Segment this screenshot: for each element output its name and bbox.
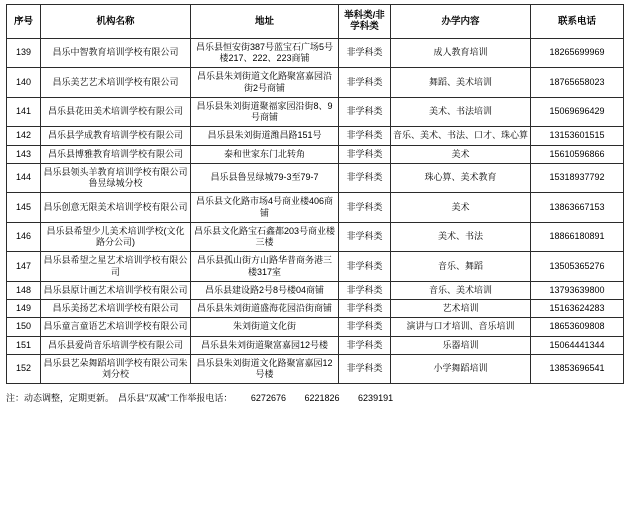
cell-organization-name: 昌乐县艺朵舞蹈培训学校有限公司朱刘分校: [41, 354, 191, 384]
cell-address: 昌乐县朱刘街道潍昌路151号: [191, 127, 339, 145]
cell-subject-type: 非学科类: [339, 336, 391, 354]
cell-organization-name: 昌乐县原计画艺术培训学校有限公司: [41, 281, 191, 299]
cell-subject-type: 非学科类: [339, 97, 391, 127]
table-row: [7, 336, 624, 354]
column-header-type-line1: 举科类/非: [344, 10, 385, 21]
table-header-row: [7, 5, 624, 39]
table-row: [7, 300, 624, 318]
footer-hotline-phone-1: 6272676: [250, 393, 286, 404]
cell-address: 昌乐县文化路宝石鑫都203号商业楼三楼: [191, 222, 339, 252]
cell-organization-name: 昌乐县爱尚音乐培训学校有限公司: [41, 336, 191, 354]
cell-row-number: 141: [7, 97, 41, 127]
cell-address: 昌乐县文化路市场4号商业楼406商铺: [191, 193, 339, 223]
cell-subject-type: 非学科类: [339, 127, 391, 145]
cell-organization-name: 昌乐县博雅教育培训学校有限公司: [41, 145, 191, 163]
cell-row-number: 145: [7, 193, 41, 223]
cell-contact-phone: 13793639800: [531, 281, 624, 299]
cell-contact-phone: 15163624283: [531, 300, 624, 318]
cell-row-number: 150: [7, 318, 41, 336]
cell-teaching-content: 小学舞蹈培训: [391, 354, 531, 384]
table-row: [7, 127, 624, 145]
cell-teaching-content: 成人教育培训: [391, 38, 531, 68]
column-header-address: 地址: [191, 5, 339, 39]
cell-organization-name: 昌乐童言童语艺术培训学校有限公司: [41, 318, 191, 336]
cell-contact-phone: 18653609808: [531, 318, 624, 336]
cell-address: 昌乐县朱刘街道盛海花园沿街商铺: [191, 300, 339, 318]
cell-teaching-content: 乐器培训: [391, 336, 531, 354]
cell-address: 泰和世家东门北转角: [191, 145, 339, 163]
cell-address: 昌乐县朱刘街道文化路聚富嘉园12号楼: [191, 354, 339, 384]
column-header-type-line2: 学科类: [350, 21, 379, 33]
cell-subject-type: 非学科类: [339, 318, 391, 336]
table-row: [7, 222, 624, 252]
cell-row-number: 149: [7, 300, 41, 318]
table-row: [7, 252, 624, 282]
cell-contact-phone: 18765658023: [531, 68, 624, 98]
cell-address: 昌乐县建设路2号8号楼04商铺: [191, 281, 339, 299]
cell-organization-name: 昌乐县学成教育培训学校有限公司: [41, 127, 191, 145]
table-row: [7, 193, 624, 223]
cell-subject-type: 非学科类: [339, 38, 391, 68]
cell-teaching-content: 美术、书法培训: [391, 97, 531, 127]
cell-contact-phone: 18265699969: [531, 38, 624, 68]
table-row: [7, 38, 624, 68]
cell-row-number: 142: [7, 127, 41, 145]
cell-address: 朱刘街道文化街: [191, 318, 339, 336]
table-row: [7, 145, 624, 163]
footer-hotline: [118, 391, 393, 404]
cell-row-number: 139: [7, 38, 41, 68]
cell-address: 昌乐县朱刘街道文化路聚富嘉园沿街2号商铺: [191, 68, 339, 98]
table-row: [7, 318, 624, 336]
cell-row-number: 152: [7, 354, 41, 384]
cell-organization-name: 昌乐美扬艺术培训学校有限公司: [41, 300, 191, 318]
cell-row-number: 144: [7, 163, 41, 193]
cell-address: 昌乐县恒安街387号蓝宝石广场5号楼217、222、223商铺: [191, 38, 339, 68]
column-header-phone: 联系电话: [531, 5, 624, 39]
table-row: [7, 281, 624, 299]
cell-teaching-content: 美术、书法: [391, 222, 531, 252]
cell-contact-phone: 15318937792: [531, 163, 624, 193]
column-header-content: 办学内容: [391, 5, 531, 39]
cell-teaching-content: 舞蹈、美术培训: [391, 68, 531, 98]
cell-organization-name: 昌乐县希望之星艺术培训学校有限公司: [41, 252, 191, 282]
cell-row-number: 143: [7, 145, 41, 163]
cell-organization-name: 昌乐县领头羊教育培训学校有限公司鲁昱绿城分校: [41, 163, 191, 193]
cell-subject-type: 非学科类: [339, 300, 391, 318]
cell-subject-type: 非学科类: [339, 354, 391, 384]
table-row: [7, 163, 624, 193]
cell-subject-type: 非学科类: [339, 193, 391, 223]
table-body: [7, 38, 624, 384]
cell-row-number: 146: [7, 222, 41, 252]
cell-organization-name: 昌乐县花田美术培训学校有限公司: [41, 97, 191, 127]
cell-organization-name: 昌乐美艺艺术培训学校有限公司: [41, 68, 191, 98]
cell-teaching-content: 美术: [391, 193, 531, 223]
cell-contact-phone: 18866180891: [531, 222, 624, 252]
column-header-type: [339, 5, 391, 39]
cell-subject-type: 非学科类: [339, 281, 391, 299]
cell-subject-type: 非学科类: [339, 145, 391, 163]
footer-hotline-phone-2: 6221826: [304, 393, 340, 404]
table-row: [7, 97, 624, 127]
cell-contact-phone: 15069696429: [531, 97, 624, 127]
cell-contact-phone: 13853696541: [531, 354, 624, 384]
table-row: [7, 68, 624, 98]
table-row: [7, 354, 624, 384]
cell-teaching-content: 珠心算、美术教育: [391, 163, 531, 193]
footer: [6, 391, 623, 404]
cell-address: 昌乐县孤山街方山路华普商务港三楼317室: [191, 252, 339, 282]
footer-hotline-phone-3: 6239191: [358, 393, 394, 404]
cell-row-number: 140: [7, 68, 41, 98]
cell-organization-name: 昌乐中智教育培训学校有限公司: [41, 38, 191, 68]
cell-subject-type: 非学科类: [339, 163, 391, 193]
table-header: [7, 5, 624, 39]
cell-contact-phone: 13153601515: [531, 127, 624, 145]
cell-contact-phone: 15610596866: [531, 145, 624, 163]
cell-address: 昌乐县朱刘街道聚富嘉园12号楼: [191, 336, 339, 354]
cell-row-number: 151: [7, 336, 41, 354]
cell-address: 昌乐县朱刘街道聚福家园沿街8、9号商铺: [191, 97, 339, 127]
cell-teaching-content: 音乐、舞蹈: [391, 252, 531, 282]
column-header-no: 序号: [7, 5, 41, 39]
footer-note: 注：动态调整，定期更新。: [6, 393, 115, 404]
cell-subject-type: 非学科类: [339, 222, 391, 252]
cell-contact-phone: 13505365276: [531, 252, 624, 282]
cell-address: 昌乐县鲁昱绿城79-3至79-7: [191, 163, 339, 193]
footer-hotline-label: 昌乐县"双减"工作举报电话：: [118, 393, 233, 404]
cell-row-number: 148: [7, 281, 41, 299]
cell-teaching-content: 演讲与口才培训、音乐培训: [391, 318, 531, 336]
training-institutions-table: [6, 4, 624, 384]
cell-teaching-content: 音乐、美术培训: [391, 281, 531, 299]
cell-teaching-content: 音乐、美术、书法、口才、珠心算: [391, 127, 531, 145]
cell-organization-name: 昌乐创意无限美术培训学校有限公司: [41, 193, 191, 223]
column-header-org: 机构名称: [41, 5, 191, 39]
cell-subject-type: 非学科类: [339, 68, 391, 98]
cell-row-number: 147: [7, 252, 41, 282]
cell-subject-type: 非学科类: [339, 252, 391, 282]
cell-teaching-content: 美术: [391, 145, 531, 163]
cell-contact-phone: 13863667153: [531, 193, 624, 223]
cell-organization-name: 昌乐县希望少儿美术培训学校(文化路分公司): [41, 222, 191, 252]
cell-contact-phone: 15064441344: [531, 336, 624, 354]
cell-teaching-content: 艺术培训: [391, 300, 531, 318]
